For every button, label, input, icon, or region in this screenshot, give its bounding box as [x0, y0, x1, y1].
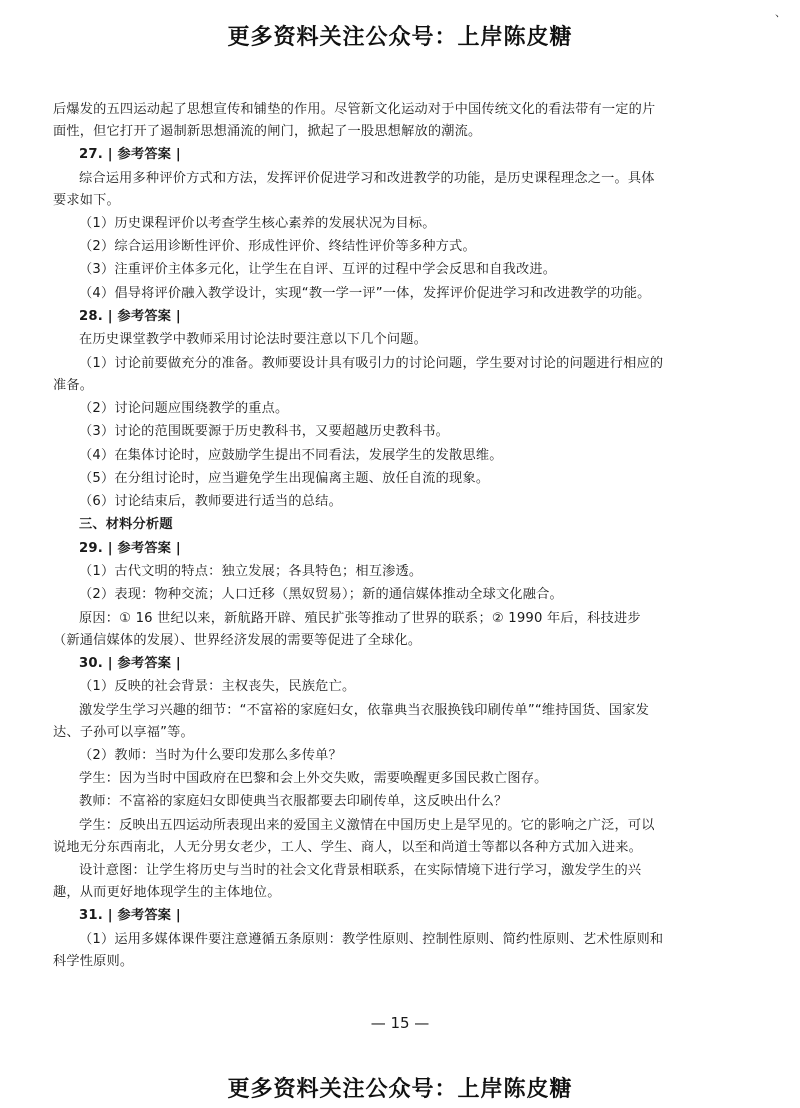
paragraph: 原因：① 16 世纪以来，新航路开辟、殖民扩张等推动了世界的联系；② 1990 年后，科技进步（新通信媒体的发展）、世界经济发展的需要等促进了全球化。	[53, 610, 641, 648]
paragraph: （4）在集体讨论时，应鼓励学生提出不同看法，发展学生的发散思维。	[79, 447, 503, 463]
answer-heading: 30. | 参考答案 |	[79, 655, 181, 671]
paragraph: （2）教师：当时为什么要印发那么多传单？	[79, 747, 342, 763]
paragraph: 后爆发的五四运动起了思想宣传和铺垫的作用。尽管新文化运动对于中国传统文化的看法带有一定的片面性，但它打开了遏制新思想涌流的闸门，掀起了一股思想解放的潮流。	[53, 102, 656, 139]
paragraph: （3）注重评价主体多元化，让学生在自评、互评的过程中学会反思和自我改进。	[79, 262, 557, 278]
paragraph: （2）表现：物种交流；人口迁移（黑奴贸易）；新的通信媒体推动全球文化融合。	[79, 587, 563, 603]
paragraph: 教师：不富裕的家庭妇女即使典当衣服都要去印刷传单，这反映出什么？	[79, 794, 508, 810]
header-banner: 更多资料关注公众号：上岸陈皮糖	[227, 25, 573, 50]
paragraph: （6）讨论结束后，教师要进行适当的总结。	[79, 494, 342, 510]
answer-heading: 27. | 参考答案 |	[79, 147, 181, 163]
paragraph: 设计意图：让学生将历史与当时的社会文化背景相联系，在实际情境下进行学习，激发学生的兴趣，从而更好地体现学生的主体地位。	[53, 863, 642, 901]
paragraph: （2）讨论问题应围绕教学的重点。	[79, 400, 289, 416]
answer-content	[53, 99, 667, 974]
paragraph: 在历史课堂教学中教师采用讨论法时要注意以下几个问题。	[79, 332, 428, 348]
answer-heading: 29. | 参考答案 |	[79, 540, 181, 556]
paragraph: （1）古代文明的特点：独立发展；各具特色；相互渗透。	[79, 564, 423, 580]
paragraph: （4）倡导将评价融入教学设计，实现“教一学一评”一体，发挥评价促进学习和改进教学的功能。	[79, 285, 651, 301]
paragraph: （1）历史课程评价以考查学生核心素养的发展状况为目标。	[79, 215, 436, 231]
paragraph: 学生：因为当时中国政府在巴黎和会上外交失败，需要唤醒更多国民救亡图存。	[79, 771, 548, 787]
paragraph: （1）反映的社会背景：主权丧失，民族危亡。	[79, 679, 356, 695]
paragraph: 激发学生学习兴趣的细节：“不富裕的家庭妇女，依靠典当衣服换钱印刷传单”“维持国货、国家发达、子孙可以享福”等。	[53, 702, 649, 740]
section-heading: 三、材料分析题	[79, 517, 173, 533]
footer-banner: 更多资料关注公众号：上岸陈皮糖	[227, 1077, 573, 1102]
paragraph: （5）在分组讨论时，应当避免学生出现偏离主题、放任自流的现象。	[79, 470, 490, 486]
paragraph: （1）运用多媒体课件要注意遵循五条原则：教学性原则、控制性原则、简约性原则、艺术性原则和科学性原则。	[53, 931, 664, 969]
answer-heading: 31. | 参考答案 |	[79, 908, 181, 924]
page-number: — 15 —	[370, 1014, 430, 1032]
corner-mark: 、	[775, 6, 786, 19]
paragraph: 综合运用多种评价方式和方法，发挥评价促进学习和改进教学的功能，是历史课程理念之一。具体要求如下。	[53, 170, 655, 208]
paragraph: （2）综合运用诊断性评价、形成性评价、终结性评价等多种方式。	[79, 239, 476, 255]
paragraph: 学生：反映出五四运动所表现出来的爱国主义激情在中国历史上是罕见的。它的影响之广泛，可以说地无分东西南北，人无分男女老少，工人、学生、商人，以至和尚道士等都以各种方式加入进来。	[53, 817, 655, 855]
paragraph: （3）讨论的范围既要源于历史教科书，又要超越历史教科书。	[79, 424, 450, 440]
answer-heading: 28. | 参考答案 |	[79, 309, 181, 325]
paragraph: （1）讨论前要做充分的准备。教师要设计具有吸引力的讨论问题，学生要对讨论的问题进行相应的准备。	[53, 355, 664, 393]
